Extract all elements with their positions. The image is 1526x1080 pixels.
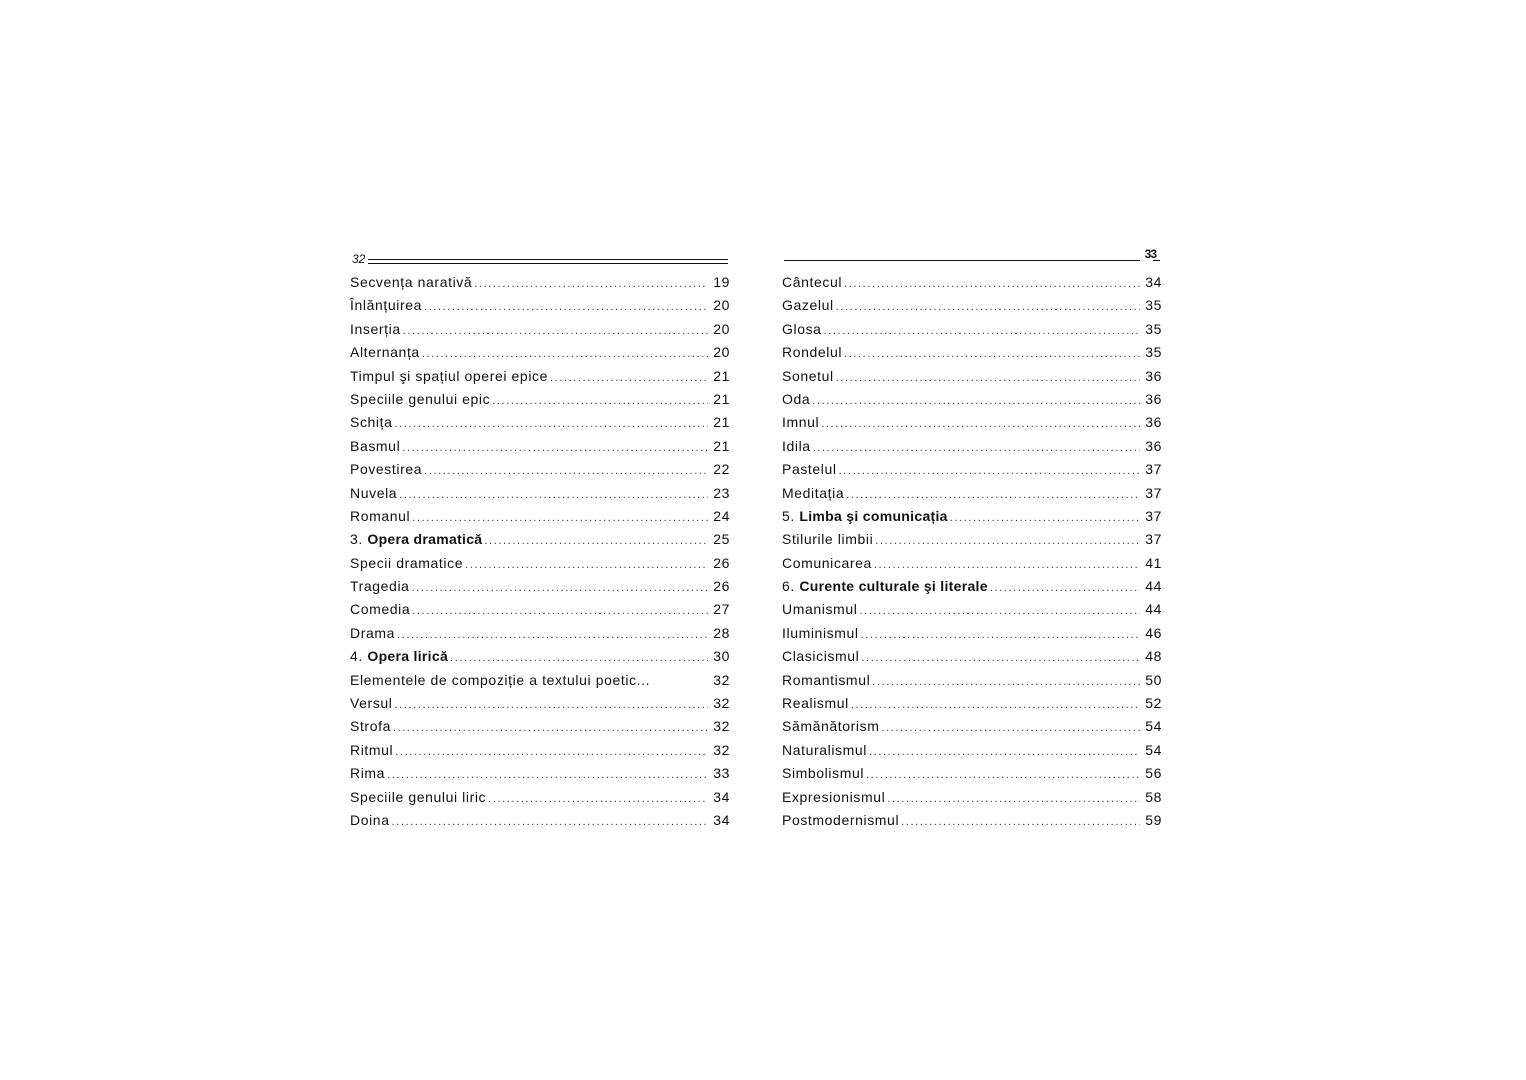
- toc-entry: [350, 414, 730, 437]
- toc-entry-page: 24: [713, 507, 730, 524]
- toc-entry: [350, 578, 730, 601]
- toc-entry: [350, 531, 730, 554]
- toc-entry: [782, 344, 1162, 367]
- toc-entry-title: [350, 625, 395, 641]
- toc-entry-page: 37: [1145, 484, 1162, 501]
- entry-label: Drama: [350, 624, 396, 641]
- dot-leader: [846, 489, 1140, 501]
- right-toc-list: [782, 274, 1162, 835]
- dot-leader: [869, 746, 1140, 758]
- toc-entry: [350, 274, 730, 297]
- dot-leader: [887, 793, 1140, 805]
- toc-entry: [350, 485, 730, 508]
- toc-entry-page: 59: [1145, 811, 1162, 828]
- toc-entry-title: [350, 531, 482, 547]
- toc-entry-title: [782, 508, 948, 524]
- dot-leader: [488, 793, 708, 805]
- dot-leader: [866, 769, 1140, 781]
- toc-entry: [782, 718, 1162, 741]
- dot-leader: [874, 559, 1140, 571]
- toc-entry-page: 28: [713, 624, 730, 641]
- dot-leader: [412, 605, 708, 617]
- toc-entry-title: [350, 555, 463, 571]
- toc-entry-page: 34: [713, 811, 730, 828]
- toc-entry: [350, 601, 730, 624]
- toc-entry-title: [350, 812, 390, 828]
- section-number: 4.: [350, 648, 363, 665]
- toc-entry-page: 36: [1145, 414, 1162, 431]
- toc-entry-title: [782, 601, 857, 617]
- entry-label: Povestirea: [350, 461, 423, 478]
- toc-entry: [350, 391, 730, 414]
- toc-entry-title: [782, 461, 837, 477]
- toc-entry-title: [782, 648, 859, 664]
- entry-label: Tragedia: [350, 578, 410, 595]
- toc-entry: [782, 508, 1162, 531]
- toc-entry: [350, 321, 730, 344]
- dot-leader: [881, 722, 1140, 734]
- entry-label: Sonetul: [782, 367, 834, 384]
- toc-entry: [782, 438, 1162, 461]
- toc-entry-page: 20: [713, 344, 730, 361]
- toc-entry-page: 25: [713, 531, 730, 548]
- dot-leader: [821, 418, 1140, 430]
- toc-entry-title: [782, 578, 988, 594]
- toc-entry-title: [782, 765, 864, 781]
- toc-entry-title: [350, 648, 448, 664]
- toc-entry-title: [350, 368, 548, 384]
- dot-leader: [412, 512, 708, 524]
- entry-label: Secvența narativă: [350, 274, 473, 290]
- dot-leader: [450, 652, 708, 664]
- dot-leader: [844, 278, 1140, 290]
- toc-entry: [782, 601, 1162, 624]
- toc-entry-page: 36: [1145, 367, 1162, 384]
- toc-entry-title: [782, 625, 859, 641]
- toc-entry-page: 23: [713, 484, 730, 501]
- toc-entry-title: [782, 672, 870, 688]
- dot-leader: [492, 395, 708, 407]
- toc-entry: [782, 391, 1162, 414]
- entry-label: Pastelul: [782, 461, 837, 478]
- toc-entry-page: 36: [1145, 390, 1162, 407]
- toc-entry-title: [350, 672, 710, 688]
- toc-entry: [350, 672, 730, 695]
- entry-label: Timpul şi spațiul operei epice: [350, 367, 549, 384]
- entry-label: Speciile genului liric: [350, 788, 487, 805]
- section-heading: Curente culturale şi literale: [799, 578, 988, 595]
- toc-entry-title: [350, 601, 410, 617]
- toc-entry: [782, 531, 1162, 554]
- toc-entry-page: 46: [1145, 624, 1162, 641]
- entry-label: Inserția: [350, 320, 401, 337]
- dot-leader: [901, 816, 1140, 828]
- toc-entry: [782, 368, 1162, 391]
- toc-entry-title: [782, 695, 849, 711]
- dot-leader: [950, 512, 1140, 524]
- entry-label: Oda: [782, 390, 811, 407]
- toc-entry-title: [350, 742, 393, 758]
- dot-leader: [844, 348, 1140, 360]
- toc-entry-title: [782, 531, 873, 547]
- dot-leader: [824, 325, 1140, 337]
- toc-entry-title: [782, 742, 867, 758]
- toc-entry-title: [782, 555, 872, 571]
- toc-entry-page: 26: [713, 554, 730, 571]
- toc-entry-title: [782, 368, 834, 384]
- header-rule: [368, 259, 728, 260]
- toc-entry-title: [782, 344, 842, 360]
- toc-entry: [350, 461, 730, 484]
- entry-label: Postmodernismul: [782, 811, 900, 828]
- toc-entry: [350, 297, 730, 320]
- entry-label: Speciile genului epic: [350, 390, 491, 407]
- toc-entry-page: 20: [713, 297, 730, 314]
- toc-entry-page: 37: [1145, 507, 1162, 524]
- entry-label: Strofa: [350, 718, 391, 735]
- entry-label: Versul: [350, 695, 393, 712]
- toc-entry: [350, 625, 730, 648]
- toc-entry: [350, 765, 730, 788]
- dot-leader: [872, 676, 1140, 688]
- toc-entry-page: 30: [713, 648, 730, 665]
- toc-entry-page: 37: [1145, 531, 1162, 548]
- header-rule: [784, 260, 1140, 261]
- toc-entry-page: 22: [713, 461, 730, 478]
- toc-entry-page: 20: [713, 320, 730, 337]
- toc-entry-title: [782, 391, 810, 407]
- toc-entry: [782, 578, 1162, 601]
- entry-label: Realismul: [782, 695, 849, 712]
- toc-entry-page: 32: [713, 671, 730, 688]
- toc-entry: [350, 695, 730, 718]
- dot-leader: [387, 769, 708, 781]
- toc-entry-title: [350, 461, 422, 477]
- toc-entry: [350, 648, 730, 671]
- toc-entry-page: 58: [1145, 788, 1162, 805]
- entry-label: Simbolismul: [782, 765, 865, 782]
- section-number: 3.: [350, 531, 363, 548]
- dot-leader: [484, 535, 708, 547]
- toc-entry: [350, 344, 730, 367]
- dot-leader: [424, 465, 708, 477]
- toc-entry-page: 35: [1145, 297, 1162, 314]
- toc-entry-page: 32: [713, 741, 730, 758]
- entry-label: Specii dramatice: [350, 554, 464, 571]
- dot-leader: [422, 348, 708, 360]
- section-number: 5.: [782, 507, 795, 524]
- toc-entry: [350, 368, 730, 391]
- entry-label: Ritmul: [350, 741, 394, 758]
- toc-entry-page: 34: [1145, 274, 1162, 290]
- toc-entry-title: [350, 414, 393, 430]
- dot-leader: [412, 582, 708, 594]
- toc-entry-page: 19: [713, 274, 730, 290]
- toc-entry-page: 54: [1145, 741, 1162, 758]
- dot-leader: [395, 418, 708, 430]
- entry-label: Stilurile limbii: [782, 531, 874, 548]
- dot-leader: [875, 535, 1140, 547]
- toc-entry-title: [350, 438, 400, 454]
- toc-entry-page: 32: [713, 695, 730, 712]
- entry-label: Umanismul: [782, 601, 858, 618]
- toc-entry: [782, 274, 1162, 297]
- toc-entry-title: [350, 297, 422, 313]
- entry-label: Basmul: [350, 437, 401, 454]
- left-page-number: 32: [352, 252, 366, 266]
- toc-entry-title: [782, 485, 844, 501]
- entry-label: Clasicismul: [782, 648, 860, 665]
- toc-entry-title: [782, 812, 899, 828]
- entry-label: Expresionismul: [782, 788, 886, 805]
- toc-entry-title: [350, 344, 420, 360]
- toc-entry: [350, 789, 730, 812]
- entry-label: Sămănătorism: [782, 718, 880, 735]
- toc-entry: [782, 812, 1162, 835]
- section-heading: Limba şi comunicația: [799, 507, 948, 524]
- dot-leader: [424, 301, 708, 313]
- toc-entry-page: 36: [1145, 437, 1162, 454]
- toc-entry: [350, 742, 730, 765]
- toc-entry: [782, 555, 1162, 578]
- dot-leader: [839, 465, 1140, 477]
- entry-label: Cântecul: [782, 274, 843, 290]
- section-number: 6.: [782, 578, 795, 595]
- toc-entry-page: 41: [1145, 554, 1162, 571]
- entry-label: Comedia: [350, 601, 411, 618]
- toc-entry: [350, 438, 730, 461]
- dot-leader: [474, 278, 708, 290]
- entry-label: Romantismul: [782, 671, 871, 688]
- dot-leader: [861, 629, 1140, 641]
- dot-leader: [402, 442, 708, 454]
- dot-leader: [395, 699, 708, 711]
- toc-entry-title: [782, 438, 811, 454]
- entry-label: Imnul: [782, 414, 820, 431]
- dot-leader: [813, 442, 1140, 454]
- dot-leader: [990, 582, 1140, 594]
- toc-entry-page: 21: [713, 367, 730, 384]
- toc-entry-title: [350, 485, 397, 501]
- toc-entry-title: [350, 391, 490, 407]
- toc-entry: [782, 461, 1162, 484]
- toc-entry-page: 44: [1145, 578, 1162, 595]
- toc-entry-page: 27: [713, 601, 730, 618]
- toc-entry-title: [782, 718, 879, 734]
- entry-label: Rima: [350, 765, 386, 782]
- dot-leader: [399, 489, 708, 501]
- entry-label: Alternanța: [350, 344, 420, 361]
- toc-entry-page: 52: [1145, 695, 1162, 712]
- toc-entry: [782, 765, 1162, 788]
- header-rule: [1153, 260, 1160, 261]
- entry-label: Nuvela: [350, 484, 398, 501]
- dot-leader: [851, 699, 1140, 711]
- left-toc-list: [350, 274, 730, 835]
- toc-entry-page: 32: [713, 718, 730, 735]
- toc-entry: [782, 321, 1162, 344]
- entry-label: Rondelul: [782, 344, 843, 361]
- toc-entry-title: [350, 321, 401, 337]
- dot-leader: [812, 395, 1140, 407]
- header-rule: [368, 263, 728, 264]
- toc-entry: [782, 414, 1162, 437]
- toc-entry-page: 21: [713, 390, 730, 407]
- toc-entry-title: [350, 695, 393, 711]
- toc-entry-title: [782, 297, 834, 313]
- toc-entry: [782, 648, 1162, 671]
- section-heading: Opera lirică: [367, 648, 449, 665]
- entry-label: Meditația: [782, 484, 845, 501]
- entry-label: Naturalismul: [782, 741, 867, 758]
- dot-leader: [392, 816, 708, 828]
- entry-label: Schița: [350, 414, 393, 431]
- toc-entry-title: [350, 578, 410, 594]
- toc-entry-page: 21: [713, 414, 730, 431]
- entry-label: Iluminismul: [782, 624, 859, 641]
- left-page-header: [350, 250, 730, 266]
- toc-entry-page: 54: [1145, 718, 1162, 735]
- dot-leader: [397, 629, 708, 641]
- toc-entry: [350, 555, 730, 578]
- toc-entry: [782, 625, 1162, 648]
- toc-entry: [782, 695, 1162, 718]
- toc-entry-page: 56: [1145, 765, 1162, 782]
- right-page-header: [782, 247, 1162, 266]
- toc-entry-page: 21: [713, 437, 730, 454]
- toc-entry: [350, 508, 730, 531]
- toc-entry-title: [782, 274, 842, 290]
- dot-leader: [395, 746, 708, 758]
- entry-label: Glosa: [782, 320, 822, 337]
- toc-entry: [782, 485, 1162, 508]
- toc-entry-page: 35: [1145, 344, 1162, 361]
- toc-entry: [782, 789, 1162, 812]
- toc-entry-title: [782, 414, 819, 430]
- toc-entry-page: 35: [1145, 320, 1162, 337]
- dot-leader: [465, 559, 708, 571]
- toc-entry-page: 26: [713, 578, 730, 595]
- toc-entry-page: 34: [713, 788, 730, 805]
- toc-entry-title: [350, 508, 410, 524]
- entry-label: Gazelul: [782, 297, 834, 314]
- toc-entry-page: 48: [1145, 648, 1162, 665]
- toc-entry-title: [782, 321, 822, 337]
- toc-entry-page: 44: [1145, 601, 1162, 618]
- toc-entry-title: [350, 274, 472, 290]
- toc-entry-page: 50: [1145, 671, 1162, 688]
- entry-label: Înlănțuirea: [350, 297, 422, 314]
- dot-leader: [861, 652, 1140, 664]
- dot-leader: [836, 301, 1140, 313]
- toc-entry-page: 37: [1145, 461, 1162, 478]
- dot-leader: [836, 372, 1140, 384]
- dot-leader: [393, 722, 708, 734]
- toc-entry-title: [782, 789, 885, 805]
- toc-entry-title: [350, 789, 486, 805]
- entry-label: Elementele de compoziție a textului poetic...: [350, 671, 651, 688]
- toc-entry: [782, 742, 1162, 765]
- section-heading: Opera dramatică: [367, 531, 483, 548]
- toc-entry-title: [350, 765, 385, 781]
- toc-entry: [782, 672, 1162, 695]
- toc-entry-title: [350, 718, 391, 734]
- dot-leader: [550, 372, 708, 384]
- toc-entry: [350, 718, 730, 741]
- entry-label: Doina: [350, 811, 390, 828]
- toc-entry-page: 33: [713, 765, 730, 782]
- toc-entry: [350, 812, 730, 835]
- dot-leader: [403, 325, 708, 337]
- entry-label: Comunicarea: [782, 554, 872, 571]
- entry-label: Idila: [782, 437, 811, 454]
- dot-leader: [859, 605, 1140, 617]
- entry-label: Romanul: [350, 507, 411, 524]
- toc-entry: [782, 297, 1162, 320]
- right-page-number: 33: [1144, 247, 1156, 261]
